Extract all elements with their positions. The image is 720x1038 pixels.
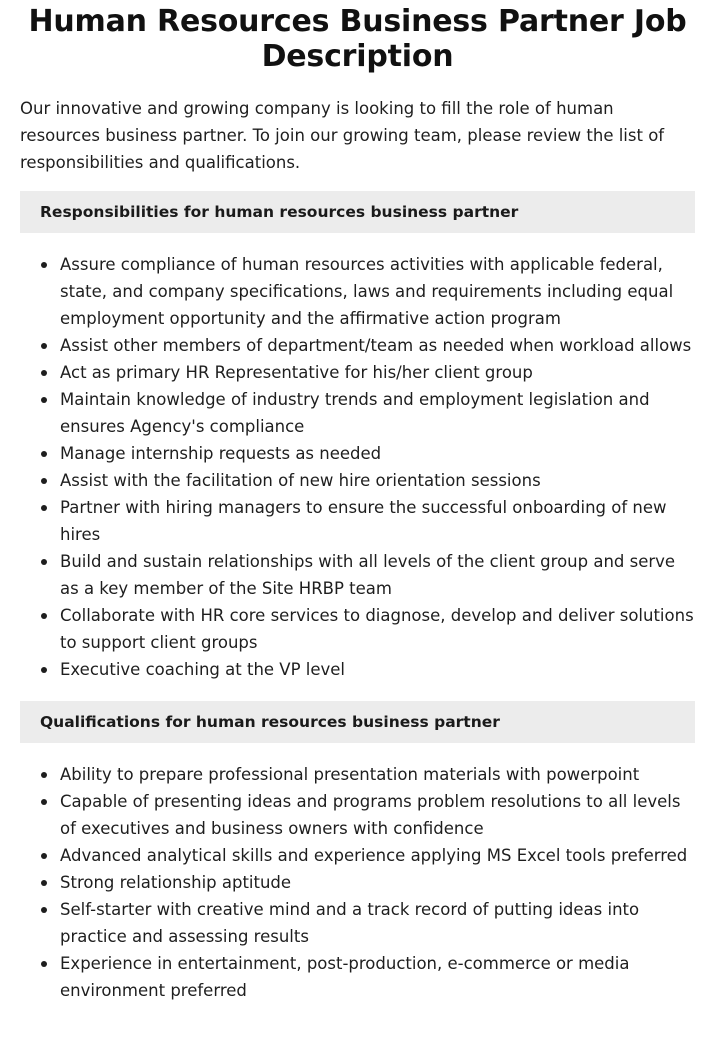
list-item: Ability to prepare professional presentation materials with powerpoint <box>60 761 695 788</box>
list-item: Build and sustain relationships with all levels of the client group and serve as a key member of the Site HRBP team <box>60 548 695 602</box>
list-item: Maintain knowledge of industry trends and employment legislation and ensures Agency's compliance <box>60 386 695 440</box>
list-item: Manage internship requests as needed <box>60 440 695 467</box>
list-item: Self-starter with creative mind and a track record of putting ideas into practice and assessing results <box>60 896 695 950</box>
qualifications-list <box>20 761 695 1004</box>
responsibilities-list <box>20 251 695 683</box>
list-item: Assure compliance of human resources activities with applicable federal, state, and company specifications, laws and requirements including equal employment opportunity and the affirmative action program <box>60 251 695 332</box>
list-item: Experience in entertainment, post-production, e-commerce or media environment preferred <box>60 950 695 1004</box>
list-item: Collaborate with HR core services to diagnose, develop and deliver solutions to support client groups <box>60 602 695 656</box>
intro-paragraph: Our innovative and growing company is looking to fill the role of human resources business partner. To join our growing team, please review the list of responsibilities and qualifications. <box>20 99 665 172</box>
list-item: Capable of presenting ideas and programs problem resolutions to all levels of executives and business owners with confidence <box>60 788 695 842</box>
responsibilities-heading: Responsibilities for human resources business partner <box>40 203 519 221</box>
list-item: Advanced analytical skills and experience applying MS Excel tools preferred <box>60 842 695 869</box>
responsibilities-header <box>20 191 695 233</box>
list-item: Partner with hiring managers to ensure the successful onboarding of new hires <box>60 494 695 548</box>
list-item: Strong relationship aptitude <box>60 869 695 896</box>
qualifications-heading: Qualifications for human resources business partner <box>40 713 500 731</box>
list-item: Assist other members of department/team as needed when workload allows <box>60 332 695 359</box>
list-item: Act as primary HR Representative for his/her client group <box>60 359 695 386</box>
list-item: Executive coaching at the VP level <box>60 656 695 683</box>
qualifications-header <box>20 701 695 743</box>
list-item: Assist with the facilitation of new hire orientation sessions <box>60 467 695 494</box>
page-title: Human Resources Business Partner Job Description <box>28 4 687 74</box>
